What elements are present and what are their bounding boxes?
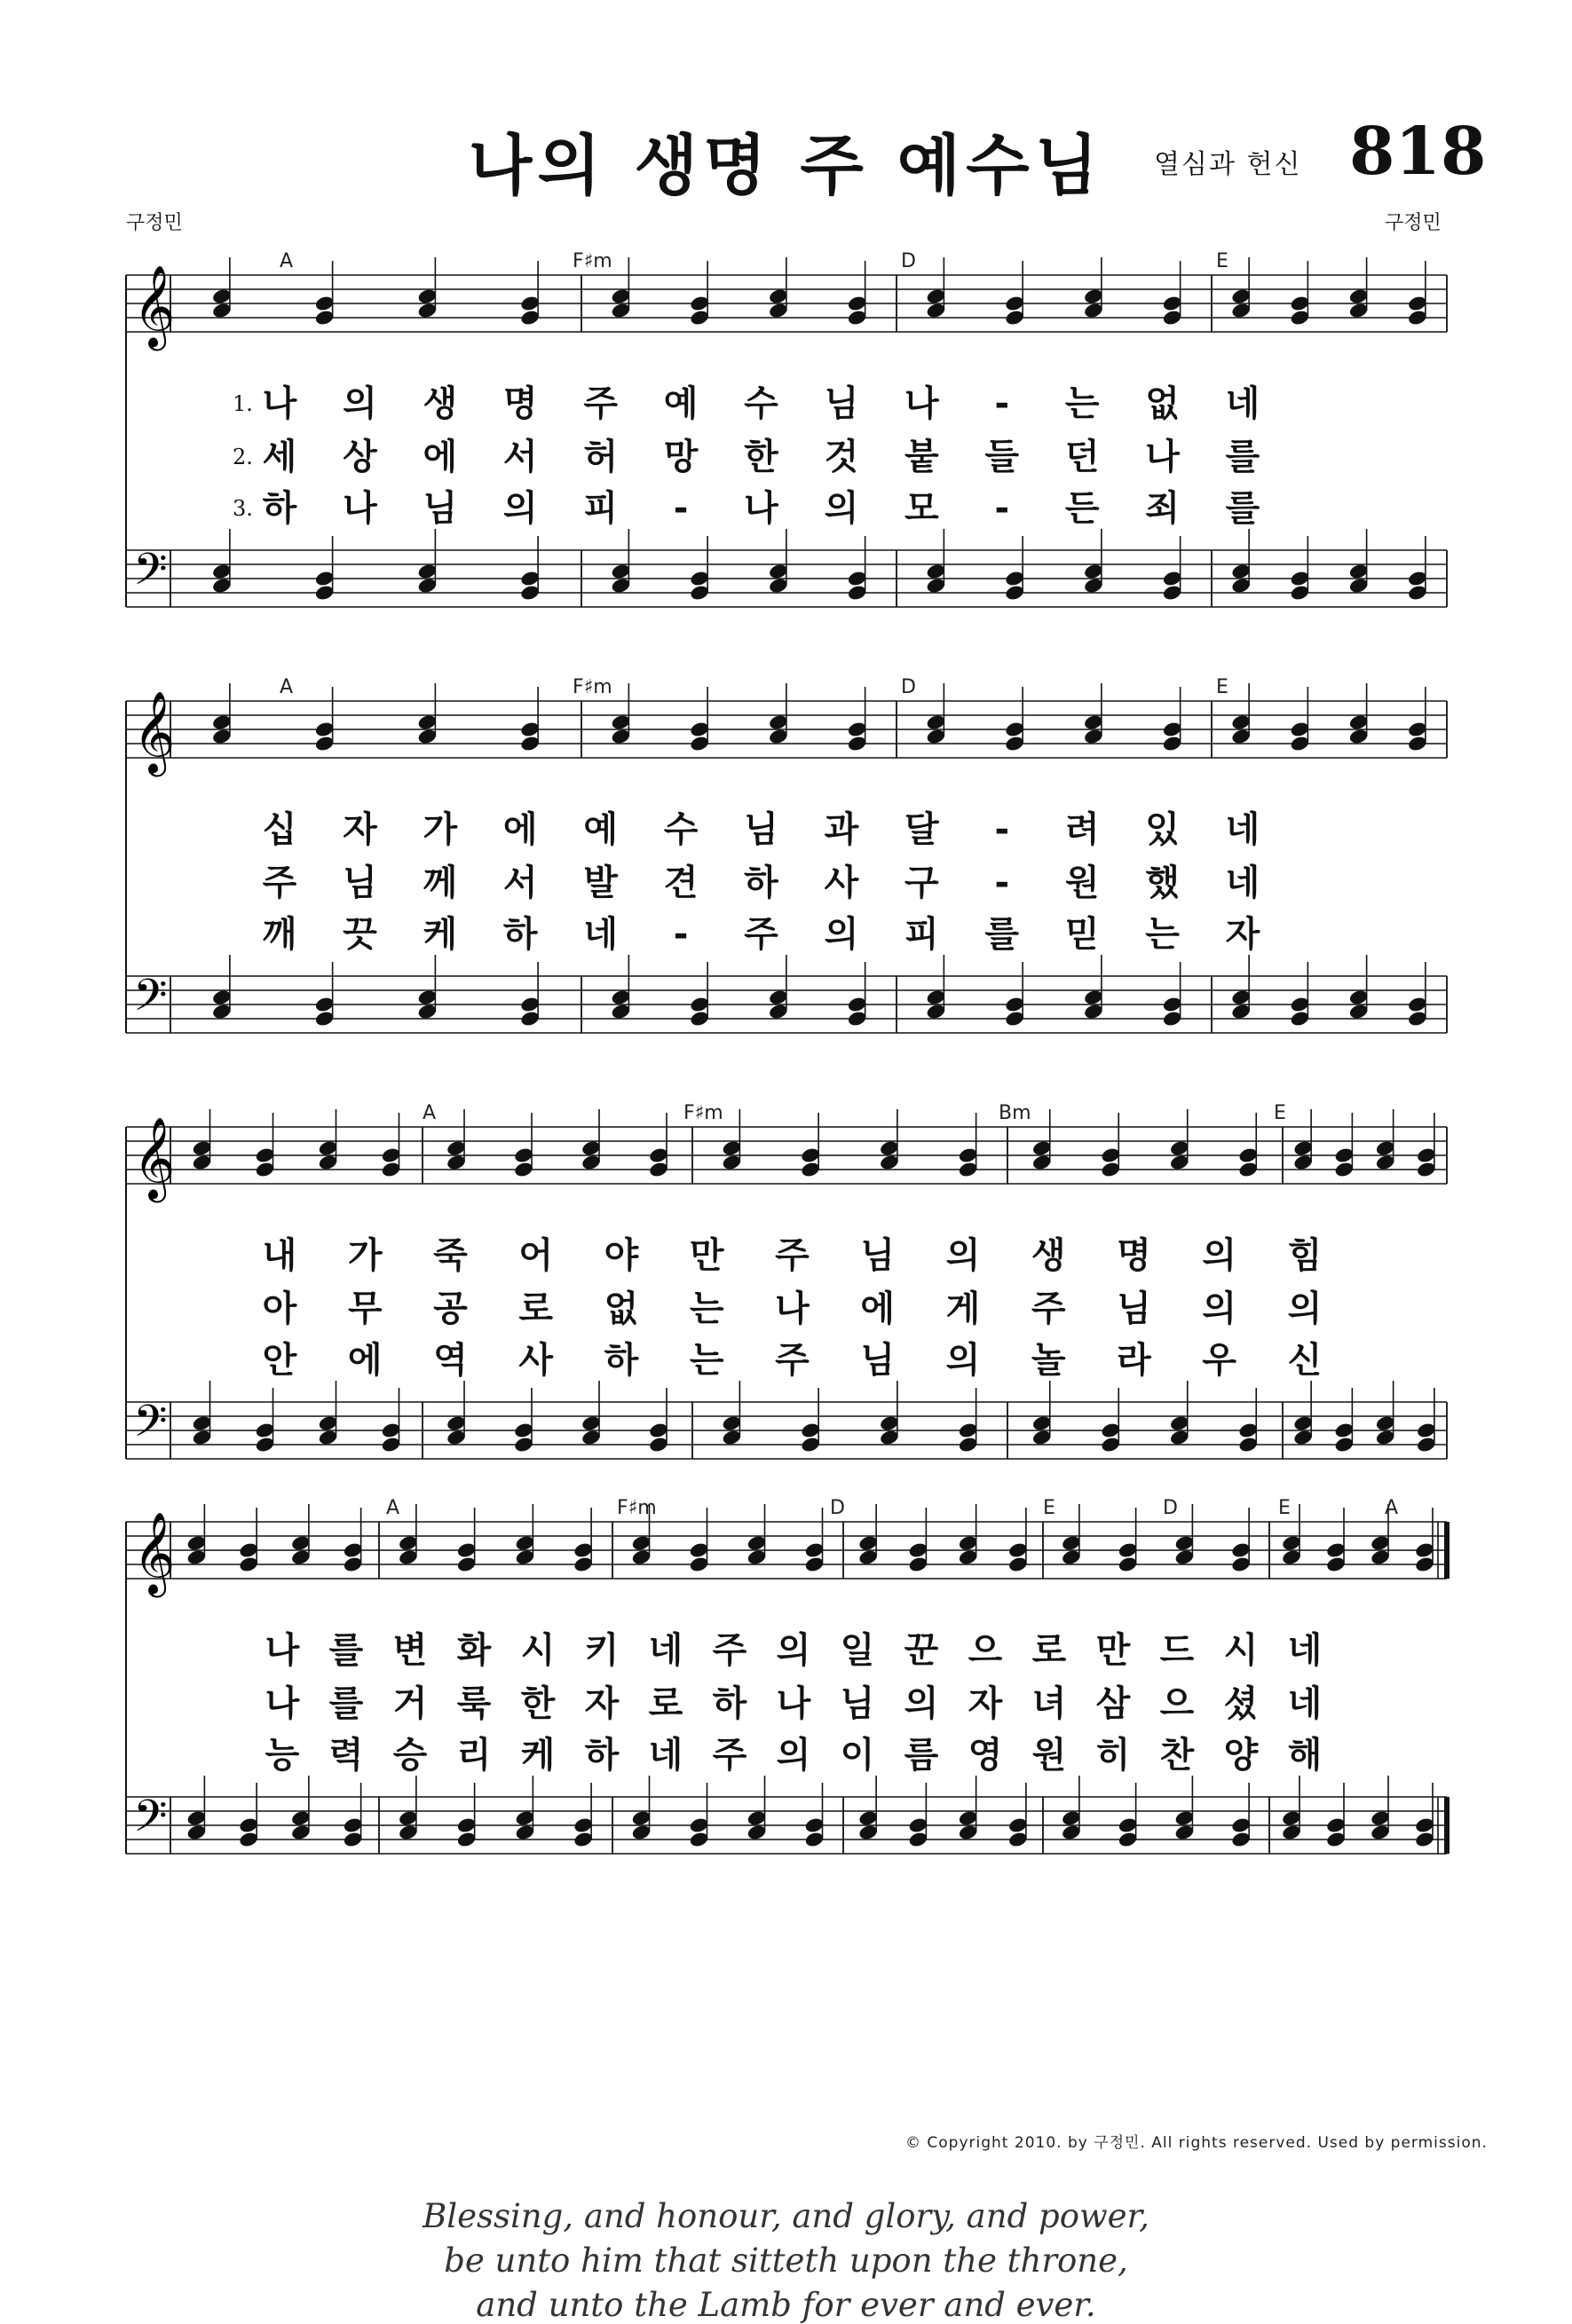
lyric-syllable: 주 [1031, 1288, 1066, 1329]
lyric-syllable: 안 [262, 1340, 297, 1381]
lyric-syllable: 힘 [1287, 1235, 1323, 1276]
bass-clef-icon: 𝄢 [133, 970, 168, 1032]
lyric-line [0, 807, 1572, 852]
bass-notes [211, 529, 1428, 602]
lyric-syllable: 없 [1145, 383, 1180, 424]
lyric-syllable: 의 [1202, 1288, 1237, 1329]
lyric-syllable: 변 [392, 1630, 428, 1671]
lyric-syllable: 케 [423, 914, 458, 955]
lyric-syllable: 무 [347, 1288, 383, 1329]
lyric-syllable: 놀 [1031, 1340, 1066, 1381]
lyric-syllable: 구 [904, 863, 939, 903]
lyric-syllable: 만 [689, 1235, 724, 1276]
chord-symbol: E [1278, 1497, 1291, 1519]
lyric-syllable: 히 [1095, 1735, 1131, 1776]
chord-symbol: E [1216, 250, 1228, 272]
scripture-line-2: be unto him that sitteth upon the throne, [444, 2241, 1128, 2280]
scripture-line-1: Blessing, and honour, and glory, and power, [423, 2197, 1149, 2235]
lyric-syllable: 피 [904, 914, 939, 955]
lyric-line [0, 1338, 1572, 1383]
lyric-syllable: 상 [343, 437, 377, 477]
lyric-syllable: 어 [518, 1235, 554, 1276]
lyric-syllable: 네 [1287, 1630, 1323, 1671]
lyric-syllable: 명 [502, 383, 538, 424]
lyric-syllable: 해 [1287, 1735, 1323, 1776]
lyric-syllable: 세 [262, 437, 297, 477]
lyric-syllable: 려 [1064, 809, 1100, 850]
lyric-line [0, 1233, 1572, 1278]
lyric-syllable: 죽 [433, 1235, 468, 1276]
lyric-syllable: 주 [712, 1735, 747, 1776]
lyric-syllable: 했 [1145, 863, 1180, 903]
lyric-syllable: 없 [604, 1288, 639, 1329]
lyric-syllable: 는 [1064, 383, 1100, 424]
lyric-line [0, 382, 1572, 426]
lyric-syllable: 의 [904, 1683, 939, 1724]
lyric-syllable: 님 [860, 1340, 896, 1381]
lyric-syllable: 름 [904, 1735, 939, 1776]
treble-clef-icon: 𝄞 [133, 1116, 176, 1199]
lyric-syllable: - [673, 488, 689, 529]
lyric-syllable: 모 [904, 488, 939, 529]
lyric-syllable: 님 [343, 863, 377, 903]
lyric-syllable: 력 [328, 1735, 364, 1776]
lyric-syllable: 수 [663, 809, 699, 850]
lyric-syllable: 믿 [1064, 914, 1100, 955]
lyric-syllable: 나 [744, 488, 778, 529]
lyric-syllable: 양 [1223, 1735, 1259, 1776]
lyric-syllable: 의 [776, 1630, 811, 1671]
lyric-syllable: 깨 [262, 914, 297, 955]
lyric-syllable: - [673, 914, 689, 955]
lyric-syllable: 한 [520, 1683, 556, 1724]
lyric-syllable: 역 [433, 1340, 468, 1381]
lyric-syllable: 드 [1159, 1630, 1195, 1671]
lyric-syllable: 나 [1145, 437, 1180, 477]
chord-symbol: A [1385, 1497, 1399, 1519]
lyric-syllable: 님 [824, 383, 859, 424]
hymn-title: 나의 생명 주 예수님 [468, 128, 1104, 204]
lyric-syllable: 생 [1031, 1235, 1066, 1276]
lyric-syllable: 님 [1117, 1288, 1151, 1329]
lyric-syllable: 삼 [1095, 1683, 1131, 1724]
lyric-syllable: 하 [502, 914, 538, 955]
chord-symbol: F♯m [573, 676, 612, 698]
lyric-syllable: 달 [904, 809, 939, 850]
lyric-line [0, 435, 1572, 479]
lyric-line [0, 912, 1572, 957]
lyric-syllable: 발 [583, 863, 618, 903]
verse-number: 3. [233, 496, 253, 521]
lyric-syllable: 의 [502, 488, 538, 529]
lyric-syllable: 네 [1225, 863, 1260, 903]
lyric-line [0, 1733, 1572, 1777]
lyric-syllable: 죄 [1145, 488, 1180, 529]
treble-notes [211, 257, 1428, 327]
bass-notes [211, 955, 1428, 1028]
lyric-syllable: 거 [392, 1683, 428, 1724]
lyric-syllable: 망 [663, 437, 699, 477]
lyric-syllable: 꾼 [904, 1630, 939, 1671]
lyric-syllable: 공 [433, 1288, 468, 1329]
lyric-syllable: 께 [423, 863, 458, 903]
bass-notes [192, 1381, 1437, 1453]
bass-clef-icon: 𝄢 [133, 1791, 168, 1853]
lyric-syllable: 자 [1225, 914, 1260, 955]
lyric-syllable: 네 [583, 914, 618, 955]
lyric-syllable: 자 [584, 1683, 620, 1724]
lyric-line [0, 1628, 1572, 1673]
lyric-syllable: 에 [860, 1288, 896, 1329]
lyric-syllable: 들 [984, 437, 1020, 477]
lyric-syllable: 있 [1145, 809, 1180, 850]
lyric-syllable: - [994, 383, 1010, 424]
lyric-syllable: 네 [648, 1735, 683, 1776]
lyric-syllable: 에 [423, 437, 458, 477]
lyric-syllable: 나 [343, 488, 377, 529]
chord-symbol: A [280, 250, 294, 272]
chord-symbol: D [830, 1497, 845, 1519]
chord-symbol: Bm [999, 1102, 1031, 1124]
scripture-line-3: and unto the Lamb for ever and ever. [476, 2286, 1096, 2324]
lyric-syllable: 키 [584, 1630, 620, 1671]
lyric-syllable: 로 [648, 1683, 683, 1724]
lyric-syllable: 주 [744, 914, 778, 955]
lyric-syllable: 하 [584, 1735, 620, 1776]
lyric-syllable: 붙 [904, 437, 939, 477]
lyric-syllable: 의 [945, 1340, 981, 1381]
lyric-syllable: 명 [1117, 1235, 1151, 1276]
lyric-syllable: 하 [604, 1340, 639, 1381]
lyric-syllable: 던 [1064, 437, 1100, 477]
lyric-syllable: 나 [265, 1630, 300, 1671]
lyric-syllable: 만 [1095, 1630, 1131, 1671]
chord-symbol: F♯m [683, 1102, 723, 1124]
lyric-line [0, 1287, 1572, 1331]
chord-symbol: A [423, 1102, 437, 1124]
lyric-syllable: 를 [984, 914, 1020, 955]
chord-symbol: D [901, 250, 916, 272]
verse-number: 2. [233, 445, 253, 469]
lyric-syllable: 주 [583, 383, 618, 424]
lyric-line [0, 486, 1572, 531]
chord-symbol: A [280, 676, 294, 698]
lyric-syllable: 님 [744, 809, 778, 850]
lyric-syllable: 생 [423, 383, 458, 424]
lyric-syllable: 견 [663, 863, 699, 903]
lyric-syllable: 라 [1117, 1340, 1151, 1381]
lyric-syllable: 능 [265, 1735, 300, 1776]
lyric-syllable: 를 [1225, 437, 1260, 477]
lyric-syllable: 가 [347, 1235, 383, 1276]
lyric-syllable: 으 [968, 1630, 1003, 1671]
lyric-syllable: 를 [1225, 488, 1260, 529]
lyric-syllable: 주 [775, 1340, 810, 1381]
lyric-syllable: 원 [1064, 863, 1100, 903]
music-system [0, 676, 1572, 1065]
lyric-syllable: 예 [663, 383, 699, 424]
treble-notes [211, 683, 1428, 752]
lyric-syllable: 에 [347, 1340, 383, 1381]
hymn-number: 818 [1349, 114, 1487, 190]
lyric-syllable: 원 [1031, 1735, 1067, 1776]
lyric-syllable: 의 [824, 488, 859, 529]
chord-symbol: D [901, 676, 916, 698]
lyric-syllable: 나 [262, 383, 297, 424]
bass-clef-icon: 𝄢 [133, 1396, 168, 1458]
lyric-syllable: 나 [775, 1288, 810, 1329]
lyric-syllable: 십 [262, 809, 297, 850]
lyric-syllable: 하 [744, 863, 778, 903]
lyric-syllable: 화 [456, 1630, 492, 1671]
treble-notes [192, 1109, 1437, 1178]
lyric-syllable: 네 [648, 1630, 683, 1671]
music-system [0, 1102, 1572, 1491]
lyric-syllable: 아 [262, 1288, 297, 1329]
lyric-syllable: 나 [904, 383, 939, 424]
lyric-syllable: 하 [262, 488, 297, 529]
lyric-syllable: 의 [776, 1735, 811, 1776]
chord-symbol: F♯m [573, 250, 612, 272]
lyric-syllable: 주 [712, 1630, 747, 1671]
lyric-syllable: 신 [1287, 1340, 1323, 1381]
lyric-syllable: 서 [502, 437, 538, 477]
lyric-syllable: 네 [1287, 1683, 1323, 1724]
lyric-syllable: 주 [262, 863, 297, 903]
lyric-syllable: 내 [262, 1235, 297, 1276]
lyric-syllable: 사 [824, 863, 859, 903]
lyric-syllable: 에 [502, 809, 538, 850]
lyric-syllable: 는 [689, 1288, 724, 1329]
lyric-syllable: 의 [945, 1235, 981, 1276]
lyric-syllable: 승 [392, 1735, 428, 1776]
lyric-syllable: 야 [604, 1235, 639, 1276]
lyric-syllable: 셨 [1223, 1683, 1259, 1724]
lyric-syllable: 녀 [1031, 1683, 1067, 1724]
lyric-syllable: 의 [824, 914, 859, 955]
hymn-category: 열심과 헌신 [1154, 149, 1302, 180]
lyric-syllable: 님 [423, 488, 458, 529]
lyric-syllable: - [994, 809, 1010, 850]
lyric-syllable: 로 [1031, 1630, 1067, 1671]
lyric-syllable: 를 [328, 1630, 364, 1671]
lyric-syllable: 피 [583, 488, 618, 529]
lyric-syllable: 영 [968, 1735, 1003, 1776]
lyric-syllable: 나 [265, 1683, 300, 1724]
lyric-line [0, 861, 1572, 905]
lyric-syllable: 가 [423, 809, 458, 850]
lyric-line [0, 1682, 1572, 1726]
lyric-syllable: - [994, 488, 1010, 529]
lyric-syllable: 님 [860, 1235, 896, 1276]
lyric-syllable: 는 [1145, 914, 1180, 955]
treble-clef-icon: 𝄞 [133, 264, 176, 347]
lyric-syllable: 것 [824, 437, 859, 477]
lyric-syllable: 게 [945, 1288, 981, 1329]
chord-symbol: D [1163, 1497, 1178, 1519]
lyric-syllable: 허 [583, 437, 618, 477]
music-system [0, 250, 1572, 639]
treble-clef-icon: 𝄞 [133, 690, 176, 773]
lyric-syllable: 룩 [456, 1683, 492, 1724]
lyric-syllable: 리 [456, 1735, 492, 1776]
lyric-syllable: 든 [1064, 488, 1100, 529]
lyric-syllable: 우 [1202, 1340, 1237, 1381]
lyric-syllable: 님 [840, 1683, 875, 1724]
lyric-syllable: 끗 [343, 914, 377, 955]
lyric-syllable: 한 [744, 437, 778, 477]
composer-credit: 구정민 [1385, 212, 1442, 234]
lyric-syllable: 케 [520, 1735, 556, 1776]
treble-notes [186, 1504, 1435, 1573]
lyric-syllable: 과 [824, 809, 859, 850]
lyric-syllable: 사 [518, 1340, 554, 1381]
lyric-syllable: 의 [343, 383, 377, 424]
lyric-syllable: 로 [518, 1288, 554, 1329]
chord-symbol: A [386, 1497, 400, 1519]
lyric-syllable: 서 [502, 863, 538, 903]
copyright-notice: © Copyright 2010. by 구정민. All rights reserved. Used by permission. [905, 2134, 1488, 2152]
lyric-syllable: 나 [776, 1683, 811, 1724]
lyric-syllable: 찬 [1159, 1735, 1195, 1776]
lyric-syllable: 하 [712, 1683, 747, 1724]
lyric-syllable: 네 [1225, 383, 1260, 424]
verse-number: 1. [233, 391, 253, 416]
lyric-syllable: 는 [689, 1340, 724, 1381]
lyric-syllable: 를 [328, 1683, 364, 1724]
bass-clef-icon: 𝄢 [133, 544, 168, 606]
lyric-syllable: - [994, 863, 1010, 903]
lyric-syllable: 주 [775, 1235, 810, 1276]
lyric-syllable: 의 [1287, 1288, 1323, 1329]
bass-notes [186, 1776, 1435, 1848]
lyric-syllable: 시 [520, 1630, 556, 1671]
lyric-syllable: 시 [1223, 1630, 1259, 1671]
lyric-syllable: 으 [1159, 1683, 1195, 1724]
lyric-syllable: 이 [840, 1735, 875, 1776]
lyric-syllable: 수 [744, 383, 778, 424]
lyric-syllable: 의 [1202, 1235, 1237, 1276]
treble-clef-icon: 𝄞 [133, 1511, 176, 1594]
lyric-syllable: 예 [583, 809, 618, 850]
lyric-syllable: 네 [1225, 809, 1260, 850]
music-system [0, 1497, 1572, 1886]
chord-symbol: E [1043, 1497, 1055, 1519]
lyric-syllable: 자 [968, 1683, 1003, 1724]
lyricist-credit: 구정민 [126, 212, 183, 234]
lyric-syllable: 자 [343, 809, 377, 850]
chord-symbol: E [1274, 1102, 1286, 1124]
lyric-syllable: 일 [840, 1630, 875, 1671]
chord-symbol: F♯m [617, 1497, 657, 1519]
chord-symbol: E [1216, 676, 1228, 698]
